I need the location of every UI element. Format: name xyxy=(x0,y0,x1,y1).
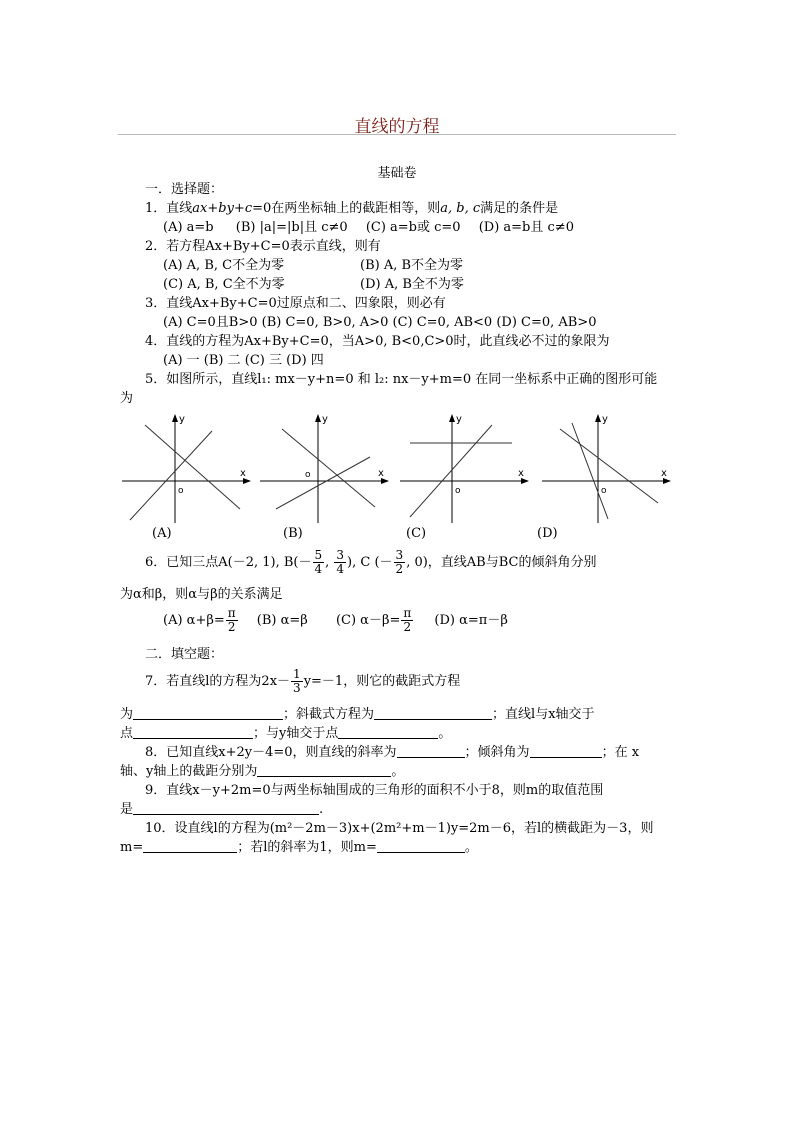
question-5-stem-tail: 为 xyxy=(120,391,134,406)
graph-a-x-label: x xyxy=(240,468,246,479)
q8-blank-intercepts[interactable] xyxy=(257,764,391,777)
question-4-stem: 4．直线的方程为Ax+By+C=0，当A>0, B<0,C>0时，此直线必不过的象限为 xyxy=(145,334,610,349)
q1-option-d[interactable]: (D) a=b且 c≠0 xyxy=(478,220,574,235)
q8-blank-slope[interactable] xyxy=(397,745,465,758)
graph-c-y-label: y xyxy=(456,414,462,425)
graph-c-origin: o xyxy=(455,486,461,496)
question-8-line2: 轴、y轴上的截距分别为 。 xyxy=(120,764,405,779)
graph-a[interactable] xyxy=(122,414,250,523)
question-6-stem xyxy=(145,548,596,578)
question-7-stem: 7．若直线l的方程为2x－ $\frac{1}{3}$ y=－1，则它的截距式方程 xyxy=(145,667,461,695)
q1-vars: a, b, c xyxy=(440,201,481,216)
question-1-options xyxy=(163,219,574,237)
q1-option-a[interactable]: (A) a=b xyxy=(163,220,214,235)
graph-d-y-label: y xyxy=(602,414,608,425)
graph-a-line-2 xyxy=(130,431,212,520)
q6-fraction-3: $\frac{3}{2}$ xyxy=(395,548,404,576)
question-3-stem: 3．直线Ax+By+C=0过原点和二、四象限，则必有 xyxy=(145,296,446,311)
q6-text-d: , 0)，直线AB与BC的倾斜角分别 xyxy=(406,555,597,570)
graph-d-line-2 xyxy=(572,423,608,519)
section-heading-fill: 二．填空题： xyxy=(145,647,224,662)
question-7-line3: 点 ；与y轴交于点 。 xyxy=(120,726,452,741)
graph-b-x-label: x xyxy=(378,468,384,479)
q7-blank-y-point[interactable] xyxy=(338,726,438,739)
question-2-stem: 2．若方程Ax+By+C=0表示直线，则有 xyxy=(145,239,381,254)
graph-b-line-1 xyxy=(282,429,375,507)
subtitle: 基础卷 xyxy=(377,166,417,181)
q6-fraction-2: $\frac{3}{4}$ xyxy=(336,548,345,576)
graph-b-y-label: y xyxy=(322,414,328,425)
q6-text-b: , xyxy=(325,555,334,570)
graph-c[interactable] xyxy=(400,414,528,523)
section-heading-choice: 一．选择题： xyxy=(145,182,224,197)
graph-d-label: (D) xyxy=(537,526,558,541)
q1-option-c[interactable]: (C) a=b或 c=0 xyxy=(365,220,461,235)
question-5-stem: 5．如图所示，直线l₁: mx－y+n=0 和 l₂: nx－y+m=0 在同一坐标系中正确的图形可能 xyxy=(145,372,658,387)
graph-a-line-1 xyxy=(145,425,240,509)
q1-stem-c: 满足的条件是 xyxy=(480,201,559,216)
graph-d-origin: o xyxy=(601,486,607,496)
question-10-line1: 10．设直线l的方程为(m²－2m－3)x+(2m²+m－1)y=2m－6，若l的横截距为－3，则 xyxy=(145,821,654,836)
q5-graph-figure xyxy=(0,405,794,545)
q9-blank-range[interactable] xyxy=(133,802,319,815)
question-9-line1: 9．直线x－y+2m=0与两坐标轴围成的三角形的面积不小于8，则m的取值范围 xyxy=(145,783,604,798)
graph-d-line-1 xyxy=(560,429,658,503)
q7-fraction: $\frac{1}{3}$ xyxy=(293,667,301,695)
q2-option-c[interactable]: (C) A, B, C全不为零 xyxy=(163,277,285,292)
question-10-line2: m= ；若l的斜率为1，则m= 。 xyxy=(120,840,478,855)
graph-b-line-2 xyxy=(276,457,370,509)
question-6-options xyxy=(163,606,508,636)
q6-option-b[interactable]: (B) α=β xyxy=(256,613,308,628)
graph-b-origin: o xyxy=(305,470,311,480)
question-6-stem-line2: 为α和β，则α与β的关系满足 xyxy=(120,587,283,602)
q10-blank-m2[interactable] xyxy=(377,840,465,853)
graph-a-y-label: y xyxy=(179,414,185,425)
q7-blank-intercept-form[interactable] xyxy=(133,707,283,720)
question-4-options[interactable]: (A) 一 (B) 二 (C) 三 (D) 四 xyxy=(163,353,324,368)
question-9-line2: 是 . xyxy=(120,802,324,817)
q8-blank-angle[interactable] xyxy=(530,745,602,758)
q7-blank-slope-form[interactable] xyxy=(374,707,492,720)
q2-option-a[interactable]: (A) A, B, C不全为零 xyxy=(163,258,285,273)
q6-text-a: 6．已知三点A(－2, 1), B(－ xyxy=(145,555,312,570)
graph-b-label: (B) xyxy=(283,526,303,541)
q1-expr: ax+by+c xyxy=(192,201,253,216)
graph-a-label: (A) xyxy=(152,526,172,541)
question-8-line1: 8．已知直线x+2y－4=0，则直线的斜率为 ；倾斜角为 ；在 x xyxy=(145,745,640,760)
title-divider xyxy=(118,134,676,135)
q2-option-d[interactable]: (D) A, B全不为零 xyxy=(360,277,464,292)
graph-c-label: (C) xyxy=(406,526,427,541)
graph-d-x-label: x xyxy=(661,468,667,479)
question-1-stem xyxy=(145,200,558,218)
q1-option-b[interactable]: (B) |a|=|b|且 c≠0 xyxy=(235,220,348,235)
q6-fraction-1: $\frac{5}{4}$ xyxy=(314,548,323,576)
q1-stem-b: =0在两坐标轴上的截距相等，则 xyxy=(252,201,441,216)
q6-text-c: ), C (－ xyxy=(347,555,393,570)
q2-option-b[interactable]: (B) A, B不全为零 xyxy=(360,258,464,273)
page-title: 直线的方程 xyxy=(354,117,440,137)
q6-option-c[interactable]: (C) α－β= $\frac{\pi}{2}$ xyxy=(335,606,412,634)
graph-c-x-label: x xyxy=(518,468,524,479)
graph-d[interactable] xyxy=(542,414,670,523)
q7-blank-x-point[interactable] xyxy=(133,726,253,739)
q6-option-a[interactable]: (A) α+β= $\frac{\pi}{2}$ xyxy=(163,606,236,634)
q10-blank-m1[interactable] xyxy=(143,840,237,853)
question-3-options[interactable]: (A) C=0且B>0 (B) C=0, B>0, A>0 (C) C=0, AB<0 (D) C=0, AB>0 xyxy=(163,315,597,330)
graph-a-origin: o xyxy=(178,486,184,496)
q1-stem-a: 1．直线 xyxy=(145,201,193,216)
graph-b[interactable] xyxy=(260,414,388,523)
graph-c-line-2 xyxy=(410,425,492,517)
q6-option-d[interactable]: (D) α=π－β xyxy=(434,613,508,628)
question-7-line2: 为 ；斜截式方程为 ；直线l与x轴交于 xyxy=(120,707,595,722)
